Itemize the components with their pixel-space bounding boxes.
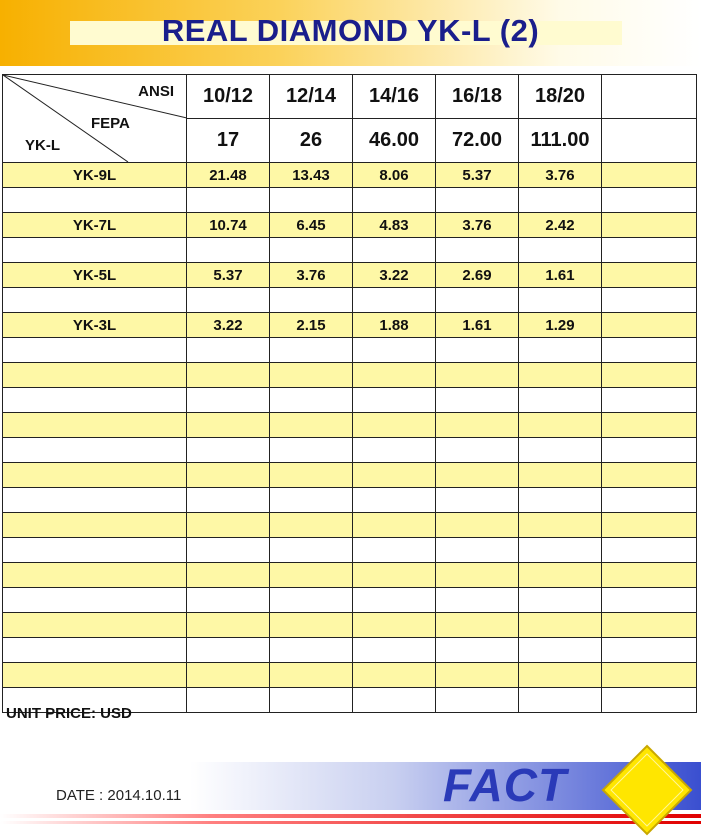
price-cell <box>187 638 270 663</box>
price-cell <box>602 213 697 238</box>
row-label-cell <box>3 563 187 588</box>
price-cell <box>187 688 270 713</box>
price-cell: 1.61 <box>519 263 602 288</box>
fepa-header-cell <box>602 119 697 163</box>
table-row <box>3 513 697 538</box>
price-cell <box>519 438 602 463</box>
price-cell <box>602 513 697 538</box>
row-label-cell <box>3 238 187 263</box>
price-table <box>2 74 697 713</box>
price-cell <box>519 188 602 213</box>
row-label-cell <box>3 663 187 688</box>
price-cell <box>353 513 436 538</box>
price-cell <box>187 488 270 513</box>
price-cell: 1.29 <box>519 313 602 338</box>
price-cell <box>187 388 270 413</box>
price-cell <box>270 638 353 663</box>
row-label-cell: YK-5L <box>3 263 187 288</box>
price-cell <box>602 563 697 588</box>
price-cell <box>519 238 602 263</box>
price-cell <box>270 188 353 213</box>
price-cell <box>436 413 519 438</box>
price-cell <box>270 463 353 488</box>
table-row <box>3 388 697 413</box>
price-cell <box>602 188 697 213</box>
price-cell <box>187 613 270 638</box>
price-cell <box>519 688 602 713</box>
header-row-ansi <box>3 75 697 119</box>
price-cell <box>436 613 519 638</box>
price-cell <box>602 488 697 513</box>
price-cell <box>436 388 519 413</box>
price-cell <box>270 388 353 413</box>
price-cell: 4.83 <box>353 213 436 238</box>
price-cell <box>436 488 519 513</box>
price-cell: 3.76 <box>436 213 519 238</box>
price-cell <box>270 488 353 513</box>
price-cell <box>436 438 519 463</box>
price-cell <box>519 463 602 488</box>
price-cell: 3.76 <box>519 163 602 188</box>
fepa-header-cell: 17 <box>187 119 270 163</box>
ansi-header-cell: 14/16 <box>353 75 436 119</box>
table-row <box>3 288 697 313</box>
footer-red-line <box>0 821 701 824</box>
footer-red-line <box>0 814 701 818</box>
price-cell: 6.45 <box>270 213 353 238</box>
diamond-logo-icon <box>601 744 693 836</box>
price-cell: 5.37 <box>187 263 270 288</box>
price-cell <box>270 438 353 463</box>
price-cell <box>187 288 270 313</box>
price-cell: 1.61 <box>436 313 519 338</box>
row-label-cell: YK-7L <box>3 213 187 238</box>
row-label-cell <box>3 538 187 563</box>
table-row <box>3 538 697 563</box>
price-cell: 2.42 <box>519 213 602 238</box>
price-cell <box>602 163 697 188</box>
price-cell <box>519 538 602 563</box>
price-cell <box>602 263 697 288</box>
price-cell <box>436 338 519 363</box>
price-cell <box>187 513 270 538</box>
price-cell: 13.43 <box>270 163 353 188</box>
corner-ykl-label: YK-L <box>25 137 60 154</box>
price-cell <box>602 363 697 388</box>
price-cell: 3.22 <box>353 263 436 288</box>
price-cell <box>353 488 436 513</box>
price-cell <box>353 363 436 388</box>
price-cell <box>436 663 519 688</box>
table-row <box>3 563 697 588</box>
price-cell <box>270 613 353 638</box>
price-cell: 1.88 <box>353 313 436 338</box>
price-cell <box>187 463 270 488</box>
fepa-header-cell: 26 <box>270 119 353 163</box>
table-row <box>3 588 697 613</box>
table-row <box>3 413 697 438</box>
price-cell <box>187 188 270 213</box>
table-row <box>3 313 697 338</box>
table-row <box>3 213 697 238</box>
price-cell <box>270 588 353 613</box>
price-cell <box>353 588 436 613</box>
fepa-header-cell: 46.00 <box>353 119 436 163</box>
row-label-cell: YK-3L <box>3 313 187 338</box>
price-cell <box>602 463 697 488</box>
row-label-cell <box>3 638 187 663</box>
price-cell <box>602 438 697 463</box>
price-cell <box>436 363 519 388</box>
price-cell <box>353 388 436 413</box>
table-row <box>3 613 697 638</box>
price-cell <box>602 338 697 363</box>
price-cell <box>602 388 697 413</box>
price-cell <box>270 538 353 563</box>
row-label-cell <box>3 288 187 313</box>
price-cell <box>602 288 697 313</box>
price-cell <box>353 613 436 638</box>
table-row <box>3 188 697 213</box>
price-cell <box>436 238 519 263</box>
price-cell <box>270 663 353 688</box>
price-cell <box>519 588 602 613</box>
price-cell <box>353 688 436 713</box>
row-label-cell <box>3 463 187 488</box>
price-cell <box>353 338 436 363</box>
table-row <box>3 488 697 513</box>
price-cell <box>353 438 436 463</box>
row-label-cell <box>3 413 187 438</box>
ansi-header-cell: 10/12 <box>187 75 270 119</box>
price-cell <box>519 288 602 313</box>
price-cell <box>519 388 602 413</box>
table-row <box>3 638 697 663</box>
ansi-header-cell: 12/14 <box>270 75 353 119</box>
price-cell <box>436 563 519 588</box>
price-cell <box>436 538 519 563</box>
price-cell: 2.69 <box>436 263 519 288</box>
corner-ansi-label: ANSI <box>138 83 174 100</box>
price-cell <box>187 563 270 588</box>
price-cell <box>436 588 519 613</box>
fepa-header-cell: 111.00 <box>519 119 602 163</box>
table-row <box>3 238 697 263</box>
price-cell <box>353 538 436 563</box>
ansi-header-cell <box>602 75 697 119</box>
price-cell <box>602 613 697 638</box>
ansi-header-cell: 16/18 <box>436 75 519 119</box>
price-cell <box>187 438 270 463</box>
price-cell <box>270 288 353 313</box>
fact-logo-text: FACT <box>443 759 568 811</box>
price-cell <box>353 563 436 588</box>
price-cell <box>519 613 602 638</box>
price-cell <box>436 463 519 488</box>
price-cell <box>602 313 697 338</box>
row-label-cell <box>3 188 187 213</box>
price-cell: 3.22 <box>187 313 270 338</box>
table-row <box>3 363 697 388</box>
price-cell <box>187 588 270 613</box>
table-row <box>3 663 697 688</box>
price-cell <box>353 463 436 488</box>
price-cell <box>436 513 519 538</box>
price-cell <box>270 413 353 438</box>
price-cell <box>270 563 353 588</box>
price-cell: 10.74 <box>187 213 270 238</box>
table-row <box>3 263 697 288</box>
price-cell <box>436 638 519 663</box>
row-label-cell <box>3 363 187 388</box>
row-label-cell <box>3 588 187 613</box>
price-cell: 8.06 <box>353 163 436 188</box>
table-row <box>3 438 697 463</box>
price-cell <box>602 663 697 688</box>
price-cell <box>602 588 697 613</box>
price-cell <box>270 688 353 713</box>
row-label-cell <box>3 338 187 363</box>
price-cell <box>353 663 436 688</box>
price-cell: 2.15 <box>270 313 353 338</box>
price-cell <box>602 638 697 663</box>
price-cell <box>436 688 519 713</box>
price-cell <box>187 538 270 563</box>
price-cell <box>187 413 270 438</box>
price-cell <box>270 238 353 263</box>
table-row <box>3 338 697 363</box>
price-cell <box>353 413 436 438</box>
price-cell <box>353 238 436 263</box>
price-cell <box>353 288 436 313</box>
table-row <box>3 163 697 188</box>
price-cell: 5.37 <box>436 163 519 188</box>
price-cell <box>602 413 697 438</box>
row-label-cell <box>3 438 187 463</box>
price-cell <box>519 413 602 438</box>
header-corner-cell <box>3 75 187 163</box>
price-cell <box>602 538 697 563</box>
price-cell <box>353 638 436 663</box>
price-cell <box>187 363 270 388</box>
price-cell <box>187 238 270 263</box>
table-row <box>3 463 697 488</box>
price-cell <box>436 188 519 213</box>
price-cell <box>519 338 602 363</box>
price-cell <box>270 513 353 538</box>
ansi-header-cell: 18/20 <box>519 75 602 119</box>
price-cell <box>602 238 697 263</box>
price-cell <box>519 563 602 588</box>
price-cell <box>602 688 697 713</box>
price-cell <box>519 513 602 538</box>
price-cell <box>270 338 353 363</box>
unit-price-note: UNIT PRICE: USD <box>6 705 132 722</box>
row-label-cell <box>3 388 187 413</box>
row-label-cell <box>3 613 187 638</box>
price-cell <box>519 663 602 688</box>
row-label-cell <box>3 513 187 538</box>
row-label-cell <box>3 488 187 513</box>
price-cell <box>187 663 270 688</box>
price-cell: 3.76 <box>270 263 353 288</box>
date-label: DATE : 2014.10.11 <box>56 787 182 804</box>
price-cell <box>353 188 436 213</box>
price-cell <box>270 363 353 388</box>
price-cell: 21.48 <box>187 163 270 188</box>
price-cell <box>436 288 519 313</box>
price-cell <box>519 363 602 388</box>
price-cell <box>519 638 602 663</box>
fepa-header-cell: 72.00 <box>436 119 519 163</box>
price-cell <box>519 488 602 513</box>
price-cell <box>187 338 270 363</box>
corner-fepa-label: FEPA <box>91 115 130 132</box>
row-label-cell: YK-9L <box>3 163 187 188</box>
page-title: REAL DIAMOND YK-L (2) <box>161 13 540 48</box>
